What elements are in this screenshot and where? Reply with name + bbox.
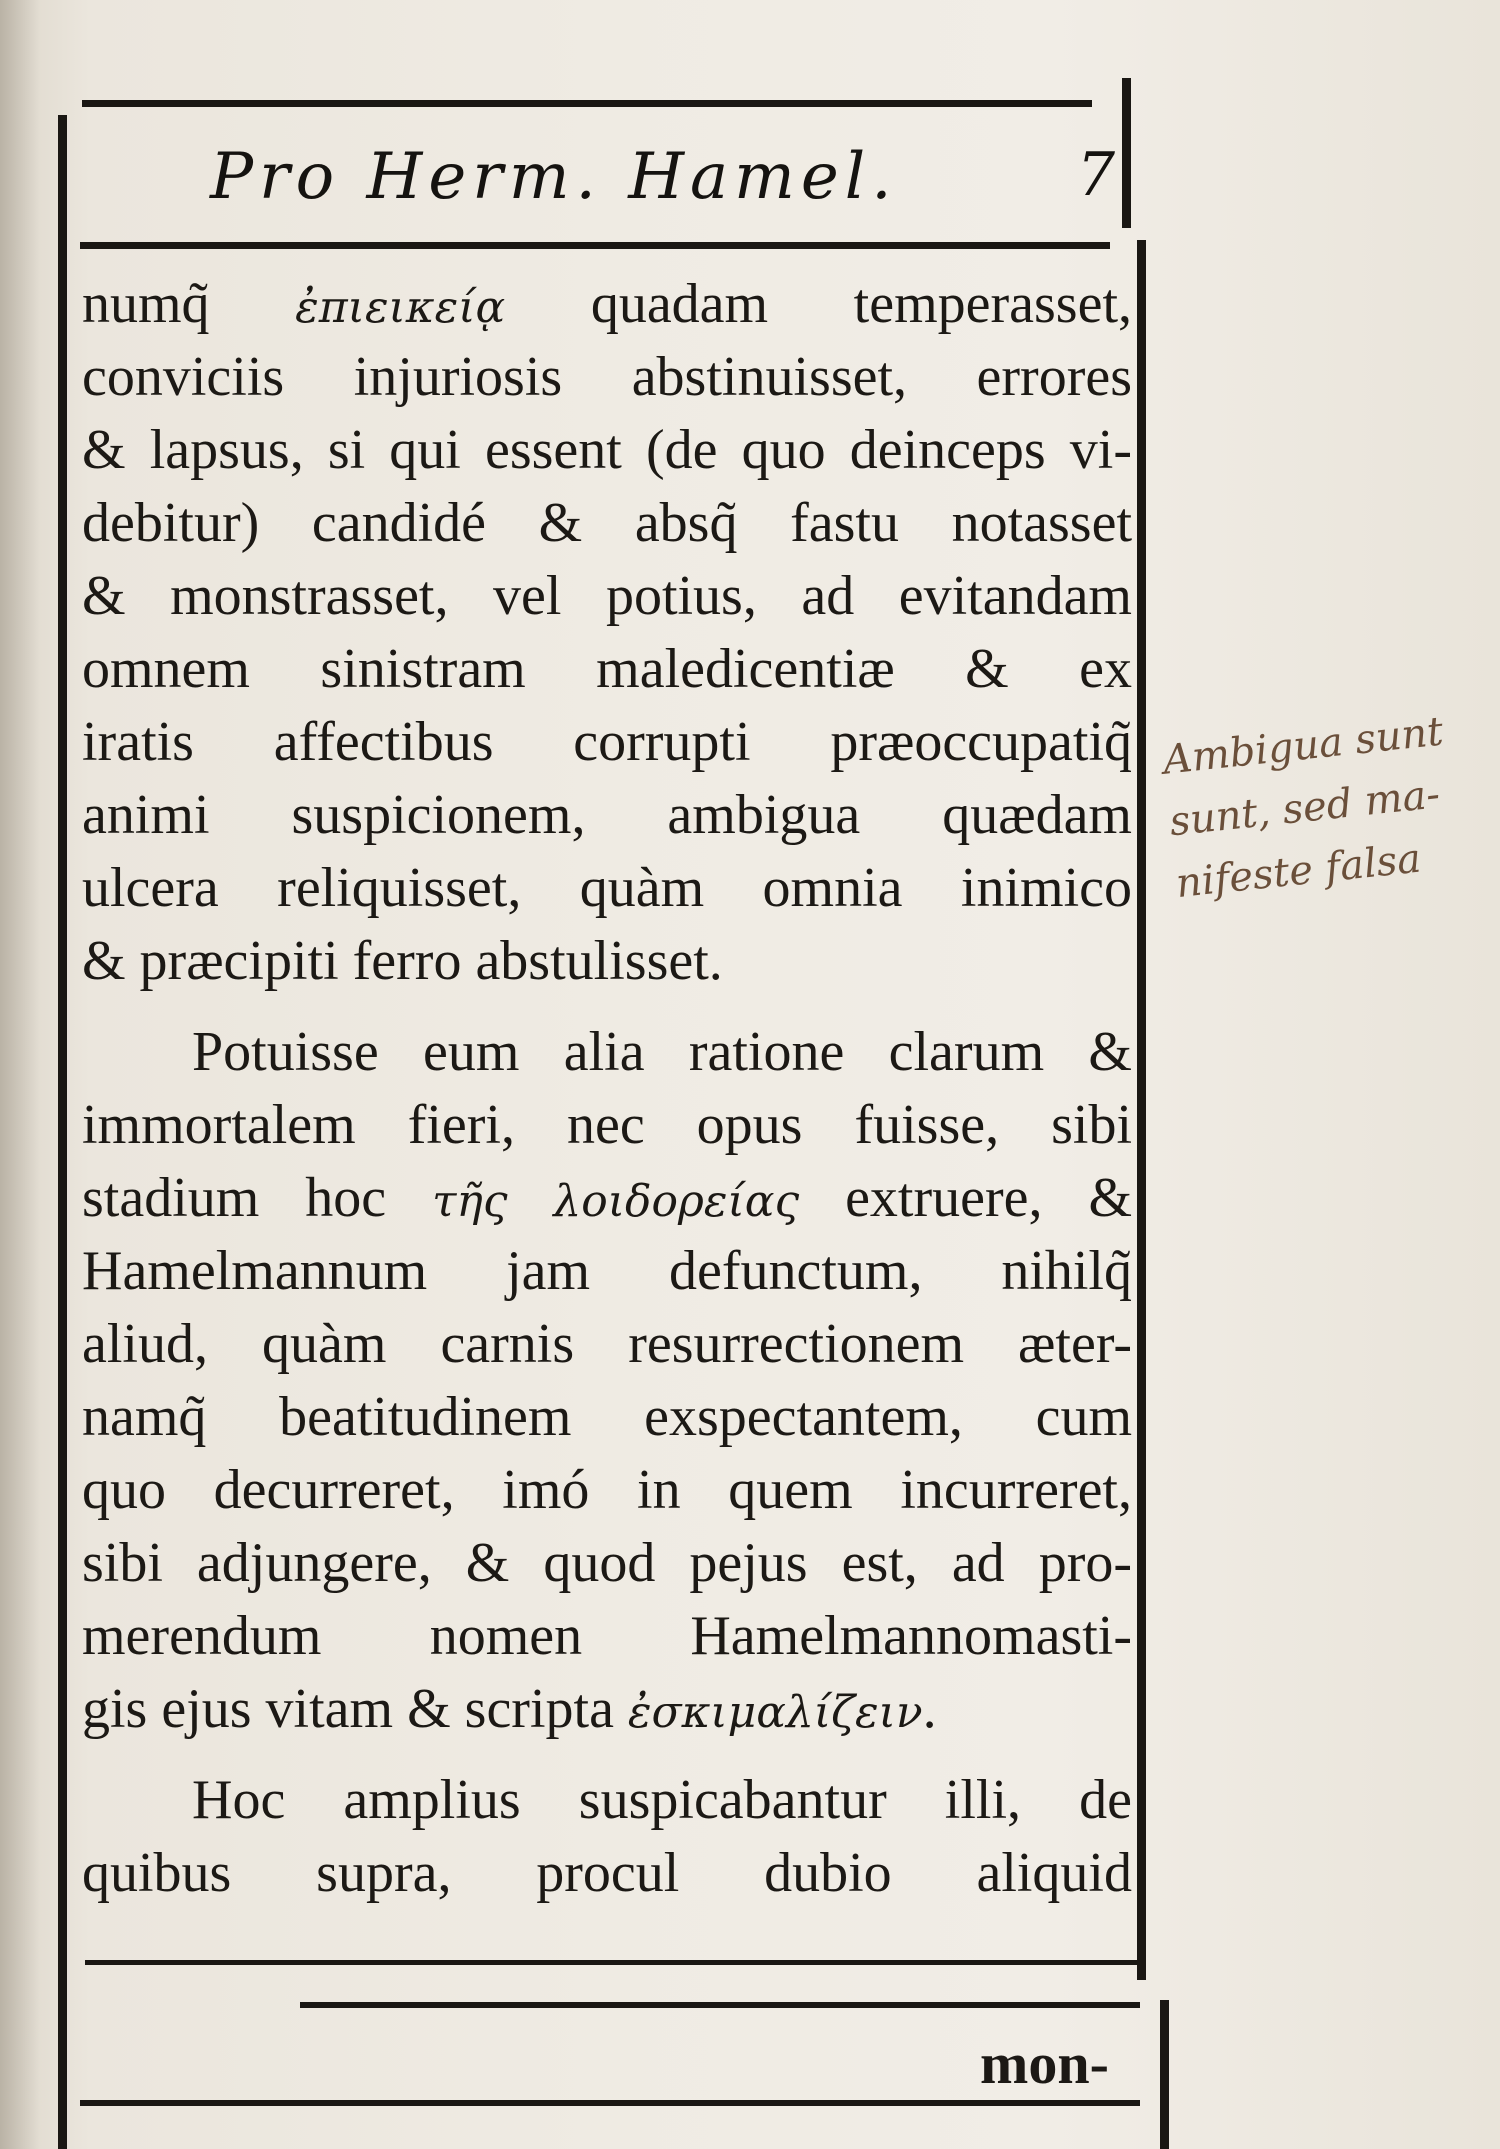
text-run: extruere, &	[799, 1167, 1133, 1229]
text-line: namq̃ beatitudinem exspectantem, cum	[82, 1386, 1132, 1448]
text-line: aliud, quàm carnis resurrectionem æter-	[82, 1313, 1132, 1375]
text-line: iratis affectibus corrupti præoccupatiq̃	[82, 711, 1132, 773]
text-line: conviciis injuriosis abstinuisset, errores	[82, 346, 1132, 408]
running-title: Pro Herm. Hamel.	[210, 140, 898, 214]
text-line: Hamelmannum jam defunctum, nihilq̃	[82, 1240, 1132, 1302]
text-run: quadam temperasset,	[505, 273, 1133, 335]
text-line: Potuisse eum alia ratione clarum &	[192, 1021, 1132, 1083]
page-number: 7	[1076, 140, 1115, 210]
text-line: omnem sinistram maledicentiæ & ex	[82, 638, 1132, 700]
text-line	[82, 1162, 1132, 1235]
greek-word: ἐσκιμαλίζειν	[627, 1687, 923, 1738]
paragraph-gap	[82, 1746, 1132, 1764]
text-run: gis ejus vitam & scripta	[82, 1678, 628, 1740]
text-line	[82, 1673, 1132, 1746]
paragraph-gap	[82, 998, 1132, 1016]
text-line: merendum nomen Hamelmannomasti-	[82, 1605, 1132, 1667]
paragraph	[82, 1016, 1132, 1746]
frame-right-border	[1137, 240, 1146, 1980]
body-text	[82, 268, 1132, 1910]
text-line: animi suspicionem, ambigua quædam	[82, 784, 1132, 846]
text-line	[82, 268, 1132, 341]
text-line: Hoc amplius suspicabantur illi, de	[192, 1769, 1132, 1831]
text-line: ulcera reliquisset, quàm omnia inimico	[82, 857, 1132, 919]
frame-left-border	[58, 115, 67, 2149]
text-line: & monstrasset, vel potius, ad evitandam	[82, 565, 1132, 627]
header-rule	[80, 242, 1110, 249]
foot-rule	[80, 2100, 1140, 2106]
note-line: nifeste falsa	[1173, 835, 1424, 908]
greek-word: ἐπιεικείᾳ	[295, 282, 506, 333]
text-line: & lapsus, si qui essent (de quo deinceps vi-	[82, 419, 1132, 481]
paragraph	[82, 1764, 1132, 1910]
running-head	[210, 140, 1140, 220]
frame-right-border-foot	[1160, 2000, 1169, 2149]
note-line: Ambigua sunt	[1160, 708, 1446, 784]
top-rule	[82, 100, 1092, 107]
greek-word: τῆς λοιδορείας	[432, 1176, 800, 1227]
text-run: numq̃	[82, 273, 296, 335]
text-line: immortalem fieri, nec opus fuisse, sibi	[82, 1094, 1132, 1156]
text-line: debitur) candidé & absq̃ fastu notasset	[82, 492, 1132, 554]
paragraph	[82, 268, 1132, 998]
text-run: stadium hoc	[82, 1167, 433, 1229]
bottom-rule-lower	[300, 2002, 1140, 2008]
bottom-rule	[85, 1960, 1140, 1965]
text-run: .	[922, 1678, 937, 1740]
handwritten-marginal-note	[1160, 697, 1498, 915]
note-line: sunt, sed ma-	[1167, 771, 1443, 846]
text-line: quo decurreret, imó in quem incurreret,	[82, 1459, 1132, 1521]
text-line: quibus supra, procul dubio aliquid	[82, 1842, 1132, 1904]
catchword: mon-	[980, 2031, 1109, 2096]
page-shadow	[0, 0, 40, 2149]
text-line: & præcipiti ferro abstulisset.	[82, 930, 723, 992]
text-line: sibi adjungere, & quod pejus est, ad pro-	[82, 1532, 1132, 1594]
